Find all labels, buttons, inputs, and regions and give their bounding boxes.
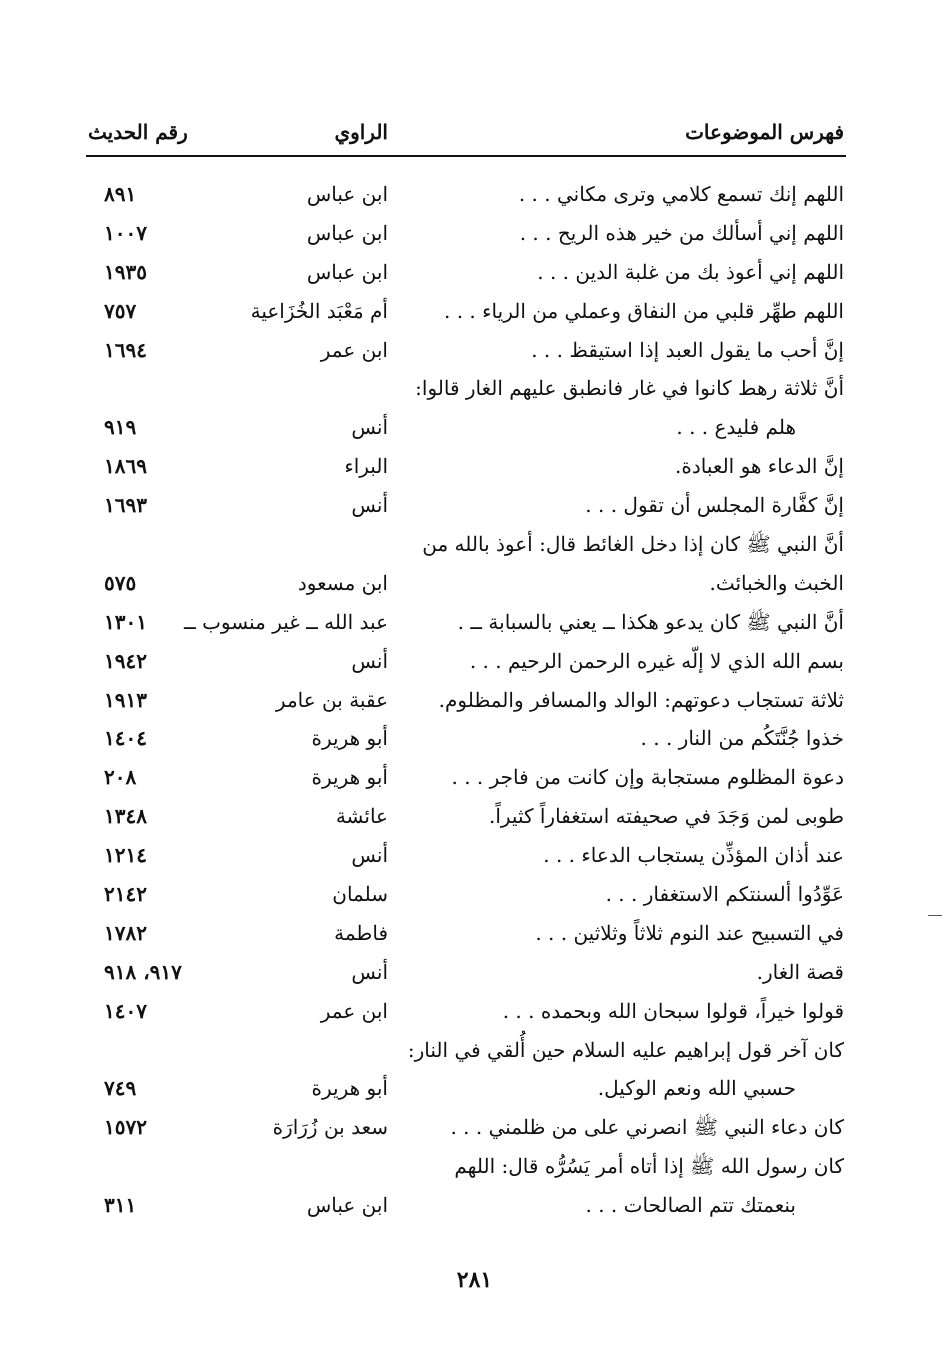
row-hadith-number: ٩١٩ [104, 415, 137, 440]
index-row [88, 643, 844, 682]
row-hadith-number: ١٦٩٤ [104, 337, 147, 362]
row-hadith-number: ٣١١ [104, 1193, 137, 1218]
index-row [88, 409, 844, 448]
row-narrator: عقبة بن عامر [275, 687, 388, 712]
row-topic: كان دعاء النبي ﷺ انصرني على من ظلمني . . . [450, 1115, 844, 1140]
row-topic: حسبي الله ونعم الوكيل. [597, 1076, 796, 1101]
header-hadith-number: رقم الحديث [88, 120, 188, 144]
page-footer [0, 1267, 949, 1293]
row-topic: اللهم إني أعوذ بك من غلبة الدين . . . [537, 259, 844, 284]
row-hadith-number: ٧٥٧ [104, 298, 137, 323]
row-hadith-number: ١٩٣٥ [104, 259, 147, 284]
row-narrator: البراء [344, 454, 388, 479]
row-hadith-number: ٥٧٥ [104, 570, 137, 595]
index-row [88, 954, 844, 993]
index-row [88, 993, 844, 1032]
row-narrator: أنس [351, 843, 388, 868]
index-row [88, 254, 844, 293]
row-hadith-number: ١٦٩٣ [104, 493, 147, 518]
row-narrator: ابن مسعود [297, 570, 388, 595]
row-hadith-number: ١٣٤٨ [104, 804, 147, 829]
row-topic: عند أذان المؤذِّن يستجاب الدعاء . . . [543, 843, 844, 868]
row-topic: اللهم إنك تسمع كلامي وترى مكاني . . . [518, 182, 844, 206]
index-row [88, 1148, 844, 1187]
row-hadith-number: ١٠٠٧ [104, 220, 147, 245]
row-narrator: أم مَعْبَد الخُزَاعية [250, 298, 388, 323]
header-rule [86, 155, 846, 157]
row-hadith-number: ١٥٧٢ [104, 1115, 147, 1140]
row-narrator: أنس [351, 648, 388, 673]
table-header [88, 112, 844, 152]
row-narrator: ابن عباس [306, 182, 388, 206]
row-narrator: سلمان [332, 882, 388, 907]
index-row [88, 215, 844, 254]
row-hadith-number: ١٤٠٤ [104, 726, 147, 751]
index-row [88, 682, 844, 721]
index-row [88, 759, 844, 798]
row-topic: أنَّ النبي ﷺ كان يدعو هكذا ــ يعني بالسبابة ــ . [457, 609, 844, 634]
row-topic: كان آخر قول إبراهيم عليه السلام حين أُلقي في النار: [407, 1037, 844, 1062]
row-narrator: عائشة [335, 804, 388, 829]
row-topic: بنعمتك تتم الصالحات . . . [585, 1193, 796, 1218]
margin-mark [928, 915, 942, 916]
row-hadith-number: ١٩١٣ [104, 687, 147, 712]
page-number: ٢٨١ [456, 1267, 493, 1293]
index-row [88, 293, 844, 332]
index-row [88, 565, 844, 604]
row-hadith-number: ١٧٨٢ [104, 920, 147, 945]
index-row [88, 798, 844, 837]
row-narrator: أنس [351, 493, 388, 518]
row-hadith-number: ١٨٦٩ [104, 454, 147, 479]
row-narrator: أبو هريرة [311, 765, 388, 790]
row-topic: كان رسول الله ﷺ إذا أتاه أمر يَسُرُّه قال: اللهم [454, 1154, 844, 1179]
row-narrator: أنس [351, 959, 388, 984]
row-hadith-number: ١٩٤٢ [104, 648, 147, 673]
row-narrator: أبو هريرة [311, 1076, 388, 1101]
index-rows [88, 176, 844, 1226]
index-row [88, 176, 844, 215]
row-topic: إنَّ الدعاء هو العبادة. [675, 454, 844, 479]
row-hadith-number: ١٢١٤ [104, 843, 147, 868]
row-narrator: ابن عباس [306, 259, 388, 284]
row-topic: أنَّ النبي ﷺ كان إذا دخل الغائط قال: أعوذ بالله من [422, 532, 844, 557]
index-row [88, 720, 844, 759]
index-row [88, 915, 844, 954]
index-row [88, 604, 844, 643]
row-hadith-number: ١٤٠٧ [104, 998, 147, 1023]
row-topic: اللهم طهِّر قلبي من النفاق وعملي من الرياء . . . [444, 298, 844, 323]
row-narrator: ابن عمر [320, 337, 388, 362]
row-topic: قولوا خيراً، قولوا سبحان الله وبحمده . . . [502, 998, 844, 1023]
index-row [88, 370, 844, 409]
row-narrator: عبد الله ــ غير منسوب ــ [184, 609, 388, 634]
index-row [88, 526, 844, 565]
row-hadith-number: ٩١٧، ٩١٨ [104, 959, 182, 984]
row-hadith-number: ٢٠٨ [104, 765, 137, 790]
index-row [88, 487, 844, 526]
row-topic: إنَّ كفَّارة المجلس أن تقول . . . [585, 493, 844, 518]
index-row [88, 332, 844, 371]
index-row [88, 837, 844, 876]
row-narrator: أبو هريرة [311, 726, 388, 751]
row-topic: طوبى لمن وَجَدَ في صحيفته استغفاراً كثيراً. [488, 804, 844, 829]
row-topic: عَوِّدُوا ألسنتكم الاستغفار . . . [605, 882, 844, 907]
row-topic: أنَّ ثلاثة رهط كانوا في غار فانطبق عليهم الغار قالوا: [415, 376, 844, 401]
row-topic: خذوا جُنَّتَكُم من النار . . . [640, 726, 844, 751]
row-narrator: فاطمة [334, 920, 388, 945]
row-hadith-number: ١٣٠١ [104, 609, 147, 634]
row-topic: إنَّ أحب ما يقول العبد إذا استيقظ . . . [531, 337, 844, 362]
row-hadith-number: ٨٩١ [104, 182, 137, 206]
index-row [88, 1187, 844, 1226]
index-row [88, 1032, 844, 1071]
row-narrator: أنس [351, 415, 388, 440]
row-narrator: سعد بن زُرَارَة [272, 1115, 388, 1140]
row-topic: في التسبيح عند النوم ثلاثاً وثلاثين . . . [535, 920, 844, 945]
index-row [88, 1109, 844, 1148]
row-narrator: ابن عباس [306, 1193, 388, 1218]
row-topic: اللهم إني أسألك من خير هذه الريح . . . [519, 220, 844, 245]
row-narrator: ابن عباس [306, 220, 388, 245]
row-narrator: ابن عمر [320, 998, 388, 1023]
index-row [88, 448, 844, 487]
index-row [88, 876, 844, 915]
row-topic: قصة الغار. [756, 959, 844, 984]
header-narrator: الراوي [334, 120, 388, 144]
row-topic: الخبث والخبائث. [709, 570, 844, 595]
row-hadith-number: ٧٤٩ [104, 1076, 137, 1101]
header-topic: فهرس الموضوعات [685, 120, 844, 144]
row-hadith-number: ٢١٤٢ [104, 882, 147, 907]
index-row [88, 1070, 844, 1109]
row-topic: بسم الله الذي لا إلّه غيره الرحمن الرحيم . . . [469, 648, 844, 673]
row-topic: ثلاثة تستجاب دعوتهم: الوالد والمسافر والمظلوم. [438, 687, 844, 712]
row-topic: هلم فليدع . . . [676, 415, 796, 440]
row-topic: دعوة المظلوم مستجابة وإن كانت من فاجر . . . [451, 765, 844, 790]
